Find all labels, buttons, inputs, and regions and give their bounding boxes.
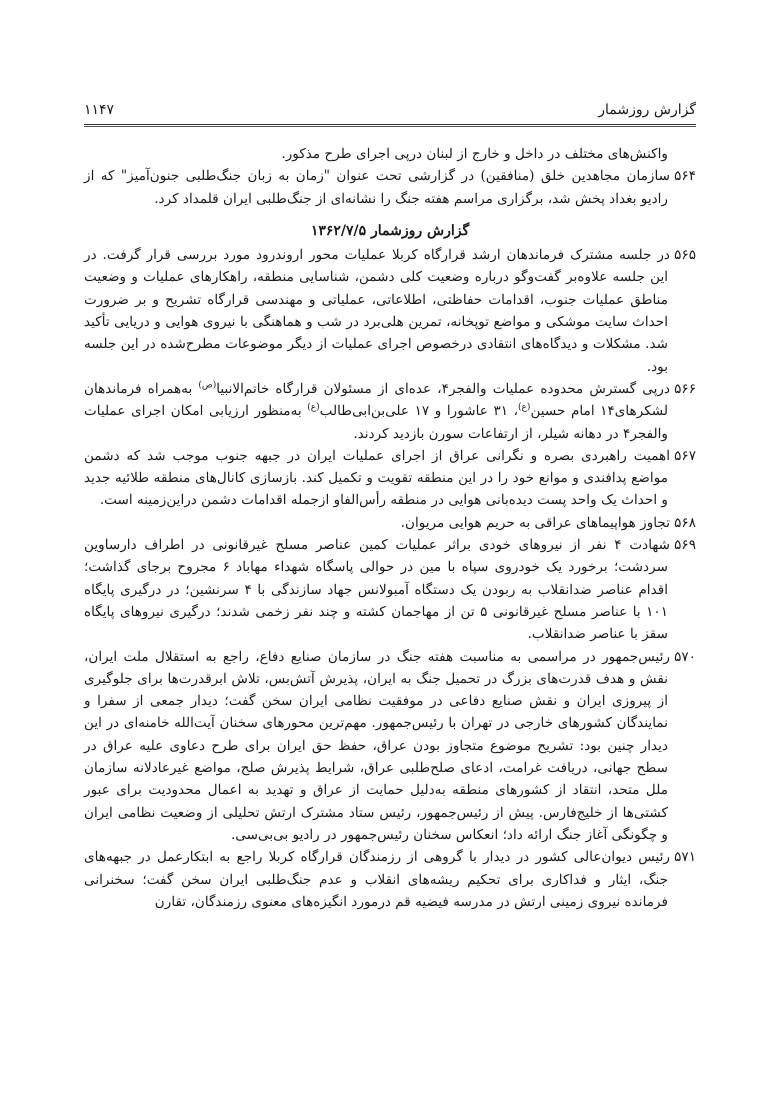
entry-number: ۵۶۷ [674, 447, 696, 464]
section-title: گزارش روزشمار ۱۳۶۲/۷/۵ [310, 222, 470, 239]
honorific-superscript: (ع) [518, 402, 531, 413]
entry-568 [84, 512, 696, 534]
entry-text: در جلسه مشترک فرماندهان ارشد قرارگاه کربلا عملیات محور اروندرود مورد بررسی قرار گرفت. در این جلسه علاوه‌بر گفت‌وگو درباره وضعیت کلی دشمن، شناسایی منطقه، راهکارهای عملیات و وضعیت مناطق عملیات جنوب، اقدامات حفاظتی، اطلاعاتی، عملیاتی و مهندسی قرارگاه تشریح و بر ضرورت احداث سایت موشکی و مواضع توپخانه، تمرین هلی‌برد در شب و هماهنگی با نیروی هوایی و دریایی تأکید شد. مشکلات و دیدگاه‌های انتقادی درخصوص اجرای عملیات از دیگر موضوعات مطرح‌شده در این جلسه بود. [84, 247, 670, 375]
page-number: ۱۱۴۷ [84, 102, 115, 118]
entry-text: رئیس‌جمهور در مراسمی به مناسبت هفته جنگ در سازمان صنایع دفاع، راجع به استقلال ملت ایران، نقش و هدف قدرت‌های بزرگ در تحمیل جنگ به ایران، پذیرش آتش‌بس، تلاش ابرقدرت‌ها برای جلوگیری از پیروزی ایران و نقش صنایع دفاعی در موفقیت نظامی ایران سخن گفت؛ دیدار جمعی از سفرا و نمایندگان کشورهای خارجی در تهران با رئیس‌جمهور. مهم‌ترین محورهای سخنان آیت‌الله خامنه‌ای در این دیدار چنین بود: تشریح موضوع متجاوز بودن عراق، حفظ حق ایران برای طرح دعاوی علیه عراق در سطح جهانی، دریافت غرامت، ادعای صلح‌طلبی عراق، شرایط پذیرش صلح، مواضع غیرعادلانه سازمان ملل متحد، انتقاد از کشورهای منطقه به‌دلیل حمایت از عراق و تهدید به اعمال محدودیت برای عبور کشتی‌ها از خلیج‌فارس. پیش از رئیس‌جمهور، رئیس ستاد مشترک ارتش تحلیلی از وضعیت نظامی ایران و چگونگی آغاز جنگ ارائه داد؛ انعکاس سخنان رئیس‌جمهور در رادیو بی‌بی‌سی. [84, 648, 670, 843]
entry-number: ۵۶۴ [674, 168, 696, 185]
honorific-superscript: (ع) [307, 402, 320, 413]
running-header [84, 92, 696, 118]
entry-566 [84, 378, 696, 445]
header-rule [84, 124, 696, 127]
entry-number: ۵۷۱ [674, 849, 696, 866]
entry-571 [84, 846, 696, 913]
continuation-paragraph: واکنش‌های مختلف در داخل و خارج از لبنان درپی اجرای طرح مذکور. [281, 146, 668, 162]
entry-text-part: به‌منظور ارزیابی امکان اجرای عملیات والفجر۴ در دهانه شیلر، از ارتفاعات سورن بازدید کردند. [84, 403, 668, 442]
entry-text: اهمیت راهبردی بصره و نگرانی عراق از اجرای عملیات ایران در جبهه جنوب موجب شد که دشمن مواضع پدافندی و موانع خود را در این منطقه تقویت و تکمیل کند. بازسازی کانال‌های منطقه طلائیه جدید و احداث یک واحد پست دیده‌بانی هوایی در منطقه رأس‌الفاو ازجمله اقدامات دشمن دراین‌زمینه است. [84, 447, 670, 509]
entry-number: ۵۶۹ [674, 537, 696, 554]
honorific-superscript: (ص) [198, 380, 217, 391]
entry-number: ۵۶۸ [674, 514, 696, 531]
running-title: گزارش روزشمار [598, 102, 696, 118]
entry-text: سازمان مجاهدین خلق (منافقین) در گزارشی تحت عنوان "زمان به زبان جنگ‌طلبی جنون‌آمیز" که از رادیو بغداد پخش شد، برگزاری مراسم هفته جنگ را نشانه‌ای از جنگ‌طلبی ایران قلمداد کرد. [84, 168, 670, 207]
entry-text-part: به‌همراه فرماندهان لشکرهای۱۴ امام حسین [84, 380, 668, 420]
entry-text-part: درپی گسترش محدوده عملیات والفجر۴، عده‌ای از مسئولان قرارگاه خاتم‌الانبیا [216, 380, 671, 397]
entry-569 [84, 534, 696, 645]
entry-564 [84, 165, 696, 210]
entry-text: شهادت ۴ نفر از نیروهای خودی براثر عملیات کمین عناصر مسلح غیرقانونی در اطراف دارساوین سردشت؛ برخورد یک خودروی سپاه با مین در حوالی پاسگاه شهداء مهاباد ۶ مجروح برجای گذاشت؛ اقدام عناصر ضدانقلاب به ربودن یک دستگاه آمبولانس جهاد سازندگی با ۴ سرنشین؛ در درگیری پایگاه ۱۰۱ با عناصر مسلح غیرقانونی ۵ تن از مهاجمان کشته و چند نفر زخمی شدند؛ درگیری نیروهای پایگاه سقز با عناصر ضدانقلاب. [84, 537, 670, 643]
entry-570 [84, 646, 696, 847]
entry-text: رئیس دیوان‌عالی کشور در دیدار با گروهی از رزمندگان قرارگاه کربلا راجع به ابتکارعمل در جبهه‌های جنگ، ایثار و فداکاری برای تحکیم ریشه‌های انقلاب و عدم جنگ‌طلبی ایران سخن گفت؛ سخنرانی فرمانده نیروی زمینی ارتش در مدرسه فیضیه قم درمورد انگیزه‌های معنوی رزمندگان، تقارن [84, 849, 670, 910]
entry-text-part: ، ۳۱ عاشورا و ۱۷ علی‌بن‌ابی‌طالب [319, 403, 519, 420]
entry-number: ۵۶۶ [674, 380, 697, 397]
entry-number: ۵۶۵ [674, 247, 696, 264]
page-body [84, 143, 696, 913]
entry-text: تجاوز هواپیماهای عراقی به حریم هوایی مریوان. [400, 514, 670, 531]
entry-567 [84, 445, 696, 512]
entry-number: ۵۷۰ [674, 648, 696, 665]
entry-565 [84, 244, 696, 378]
